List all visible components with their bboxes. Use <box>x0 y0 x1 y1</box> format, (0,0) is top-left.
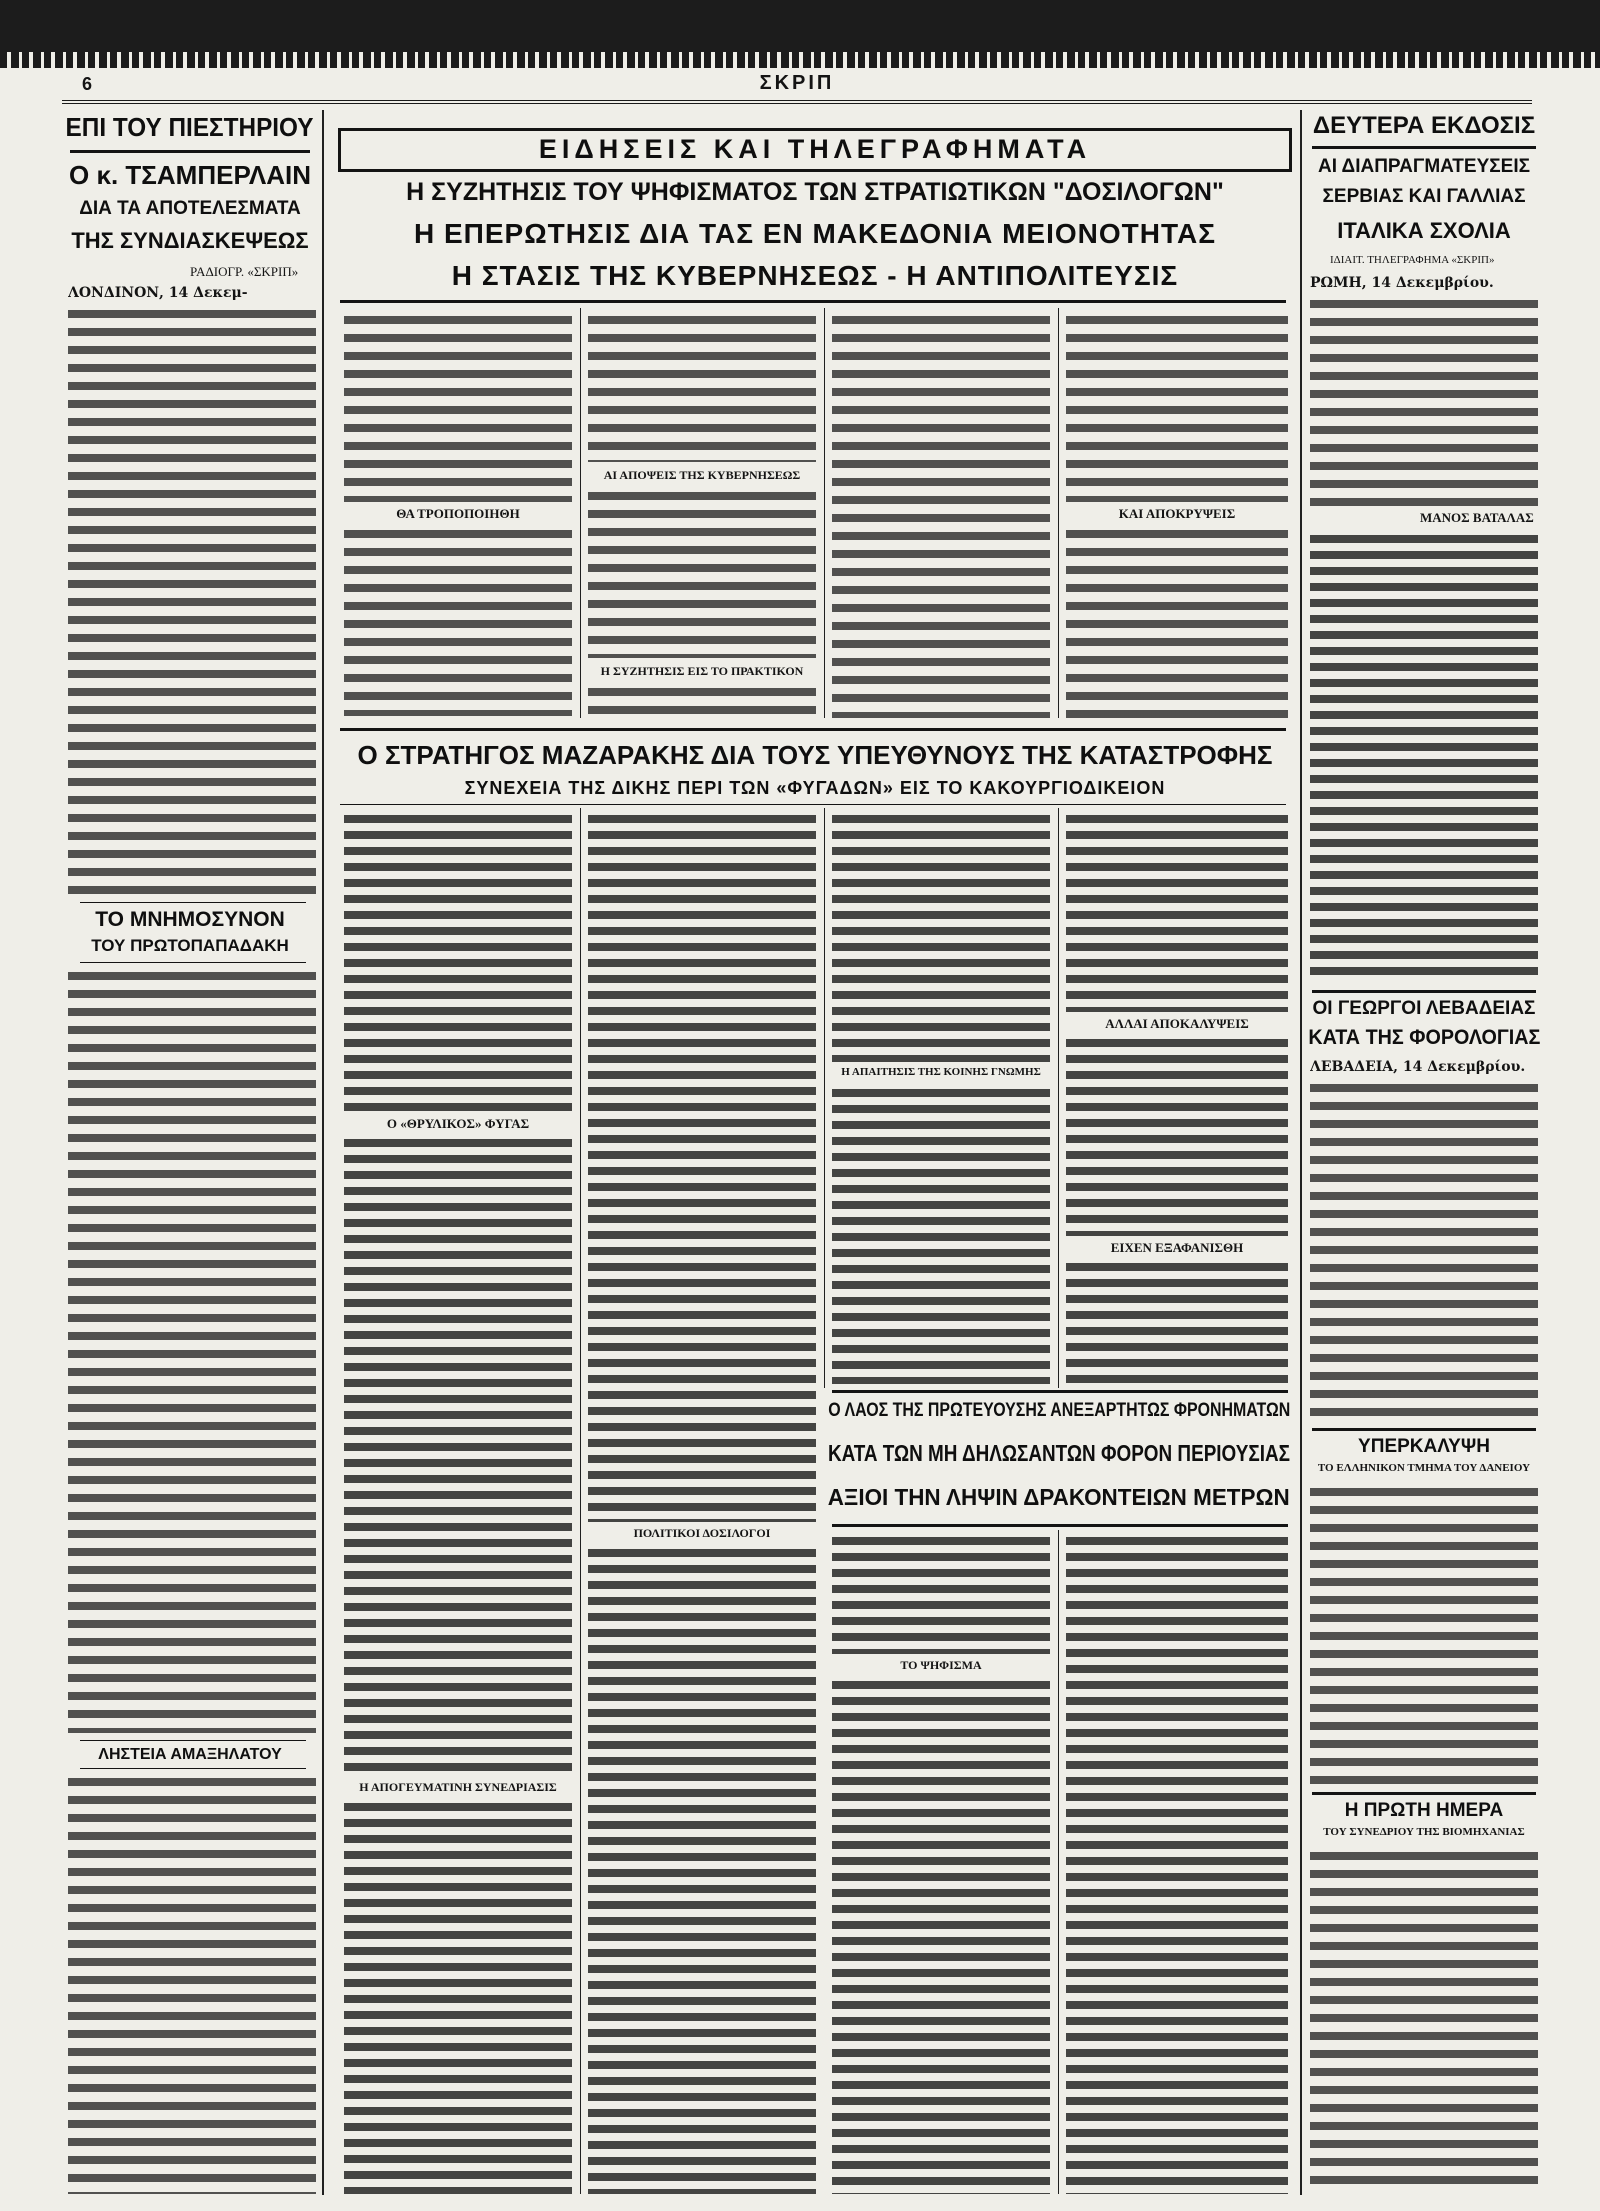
sub-apokrythseis: ΚΑΙ ΑΠΟΚΡΥΨΕΙΣ <box>1118 506 1236 521</box>
proti-sub: ΤΟΥ ΣΥΝΕΔΡΙΟΥ ΤΗΣ ΒΙΟΜΗΧΑΝΙΑΣ <box>1323 1826 1525 1838</box>
article-text <box>1310 532 1538 982</box>
article-text <box>588 684 816 718</box>
memorial-title-2: ΤΟΥ ΠΡΩΤΟΠΑΠΑΔΑΚΗ <box>91 936 289 955</box>
column-rule <box>1300 110 1302 2195</box>
paper-name: ΣΚΡΙΠ <box>759 72 835 94</box>
sub-apaitisis: Η ΑΠΑΙΤΗΣΙΣ ΤΗΣ ΚΟΙΝΗΣ ΓΝΩΜΗΣ <box>841 1066 1041 1078</box>
georgoi-title-1: ΟΙ ΓΕΩΡΓΟΙ ΛΕΒΑΔΕΙΑΣ <box>1312 998 1536 1019</box>
robbery-title: ΛΗΣΤΕΙΑ ΑΜΑΞΗΛΑΤΟΥ <box>98 1746 282 1763</box>
left-dateline: ΛΟΝΔΙΝΟΝ, 14 Δεκεμ- <box>68 285 248 301</box>
article-text <box>832 312 1050 718</box>
right-byline: ΙΔΙΑΙΤ. ΤΗΛΕΓΡΑΦΗΜΑ «ΣΚΡΙΠ» <box>1330 254 1495 266</box>
article-text <box>68 1774 316 2194</box>
left-headline-2: Ο κ. ΤΣΑΜΠΕΡΛΑΙΝ <box>69 160 311 190</box>
left-headline-4: ΤΗΣ ΣΥΝΔΙΑΣΚΕΨΕΩΣ <box>71 228 309 253</box>
article-text <box>344 1136 572 1776</box>
center-headline-3: Η ΣΤΑΣΙΣ ΤΗΣ ΚΥΒΕΡΝΗΣΕΩΣ - Η ΑΝΤΙΠΟΛΙΤΕΥΣΙΣ <box>451 260 1179 291</box>
center-headline-2: Η ΕΠΕΡΩΤΗΣΙΣ ΔΙΑ ΤΑΣ ΕΝ ΜΑΚΕΔΟΝΙΑ ΜΕΙΟΝΟΤΗΤΑΣ <box>413 218 1217 249</box>
laos-headline-2: ΚΑΤΑ ΤΩΝ ΜΗ ΔΗΛΩΣΑΝΤΩΝ ΦΟΡΟΝ ΠΕΡΙΟΥΣΙΑΣ <box>828 1440 1290 1466</box>
center-headline-1: Η ΣΥΖΗΤΗΣΙΣ ΤΟΥ ΨΗΦΙΣΜΑΤΟΣ ΤΩΝ ΣΤΡΑΤΙΩΤΙΚΩΝ "ΔΟΣΙΛΟΓΩΝ" <box>406 178 1224 206</box>
laos-headline-3: ΑΞΙΟΙ ΤΗΝ ΛΗΨΙΝ ΔΡΑΚΟΝΤΕΙΩΝ ΜΕΤΡΩΝ <box>828 1484 1290 1510</box>
georgoi-dateline: ΛΕΒΑΔΕΙΑ, 14 Δεκεμβρίου. <box>1310 1059 1526 1075</box>
left-headline-1: ΕΠΙ ΤΟΥ ΠΙΕΣΤΗΡΙΟΥ <box>66 112 314 142</box>
sub-tropologia: ΘΑ ΤΡΟΠΟΠΟΙΗΘΗ <box>396 506 520 521</box>
article-text <box>68 306 316 896</box>
left-headline-3: ΔΙΑ ΤΑ ΑΠΟΤΕΛΕΣΜΑΤΑ <box>79 198 301 219</box>
proti-title: Η ΠΡΩΤΗ ΗΜΕΡΑ <box>1344 1800 1504 1821</box>
memorial-title-1: ΤΟ ΜΝΗΜΟΣΥΝΟΝ <box>95 908 285 931</box>
scan-top-edge <box>0 0 1600 58</box>
right-signature: ΜΑΝΟΣ ΒΑΤΑΛΑΣ <box>1420 510 1534 525</box>
mazarakis-subhead: ΣΥΝΕΧΕΙΑ ΤΗΣ ΔΙΚΗΣ ΠΕΡΙ ΤΩΝ «ΦΥΓΑΔΩΝ» ΕΙΣ ΤΟ ΚΑΚΟΥΡΓΙΟΔΙΚΕΙΟΝ <box>464 778 1166 798</box>
article-text <box>588 1546 816 2194</box>
article-text <box>1310 1484 1538 1784</box>
right-headline-2: ΑΙ ΔΙΑΠΡΑΓΜΑΤΕΥΣΕΙΣ <box>1317 156 1531 177</box>
right-headline-1: ΔΕΥΤΕΡΑ ΕΚΔΟΣΙΣ <box>1312 112 1536 139</box>
sub-politikoi: ΠΟΛΙΤΙΚΟΙ ΔΟΣΙΛΟΓΟΙ <box>633 1526 771 1540</box>
article-text <box>588 812 816 1522</box>
article-text <box>832 1086 1050 1384</box>
article-text <box>1310 1848 1538 2194</box>
mazarakis-headline: Ο ΣΤΡΑΤΗΓΟΣ ΜΑΖΑΡΑΚΗΣ ΔΙΑ ΤΟΥΣ ΥΠΕΥΘΥΝΟΥΣ ΤΗΣ ΚΑΤΑΣΤΡΟΦΗΣ <box>357 740 1273 770</box>
column-rule <box>322 110 324 2195</box>
georgoi-title-2: ΚΑΤΑ ΤΗΣ ΦΟΡΟΛΟΓΙΑΣ <box>1308 1026 1541 1049</box>
article-text <box>1310 1080 1538 1420</box>
article-text <box>832 1534 1050 1654</box>
right-headline-4: ΙΤΑΛΙΚΑ ΣΧΟΛΙΑ <box>1337 218 1511 243</box>
article-text <box>68 968 316 1733</box>
sub-allai: ΑΛΛΑΙ ΑΠΟΚΑΛΥΨΕΙΣ <box>1105 1016 1249 1031</box>
section-banner: ΕΙΔΗΣΕΙΣ ΚΑΙ ΤΗΛΕΓΡΑΦΗΜΑΤΑ <box>538 134 1092 164</box>
laos-headline-1: Ο ΛΑΟΣ ΤΗΣ ΠΡΩΤΕΥΟΥΣΗΣ ΑΝΕΞΑΡΤΗΤΩΣ ΦΡΟΝΗΜΑΤΩΝ <box>828 1400 1290 1421</box>
page-number: 6 <box>82 74 93 94</box>
article-text <box>832 812 1050 1062</box>
article-text <box>344 1800 572 2194</box>
article-text <box>588 312 816 462</box>
article-text <box>344 312 572 502</box>
article-text <box>1066 1260 1288 1384</box>
sub-psifisma: ΤΟ ΨΗΦΙΣΜΑ <box>900 1658 982 1672</box>
left-byline: ΡΑΔΙΟΓΡ. «ΣΚΡΙΠ» <box>190 264 299 279</box>
sub-apogevmatini: Η ΑΠΟΓΕΥΜΑΤΙΝΗ ΣΥΝΕΔΡΙΑΣΙΣ <box>359 1780 557 1794</box>
folio-row <box>62 72 1532 104</box>
sub-exafanisi: ΕΙΧΕΝ ΕΞΑΦΑΝΙΣΘΗ <box>1110 1240 1244 1255</box>
article-text <box>344 812 572 1112</box>
article-text <box>1310 296 1538 506</box>
article-text <box>588 488 816 658</box>
article-text <box>1066 526 1288 718</box>
ypereka-sub: ΤΟ ΕΛΛΗΝΙΚΟΝ ΤΜΗΜΑ ΤΟΥ ΔΑΝΕΙΟΥ <box>1317 1462 1531 1474</box>
article-text <box>1066 1036 1288 1236</box>
right-headline-3: ΣΕΡΒΙΑΣ ΚΑΙ ΓΑΛΛΙΑΣ <box>1322 186 1526 207</box>
sub-syzitisis: Η ΣΥΖΗΤΗΣΙΣ ΕΙΣ ΤΟ ΠΡΑΚΤΙΚΟΝ <box>600 664 804 678</box>
article-text <box>1066 1534 1288 2194</box>
sub-thryliko: Ο «ΘΡΥΛΙΚΟΣ» ΦΥΓΑΣ <box>386 1116 530 1131</box>
article-text <box>344 526 572 716</box>
article-text <box>832 1678 1050 2194</box>
right-dateline: ΡΩΜΗ, 14 Δεκεμβρίου. <box>1310 275 1494 291</box>
ypereka-title: ΥΠΕΡΚΑΛΥΨΗ <box>1358 1436 1490 1457</box>
sub-apopseis: ΑΙ ΑΠΟΨΕΙΣ ΤΗΣ ΚΥΒΕΡΝΗΣΕΩΣ <box>603 468 801 482</box>
article-text <box>1066 312 1288 502</box>
article-text <box>1066 812 1288 1012</box>
